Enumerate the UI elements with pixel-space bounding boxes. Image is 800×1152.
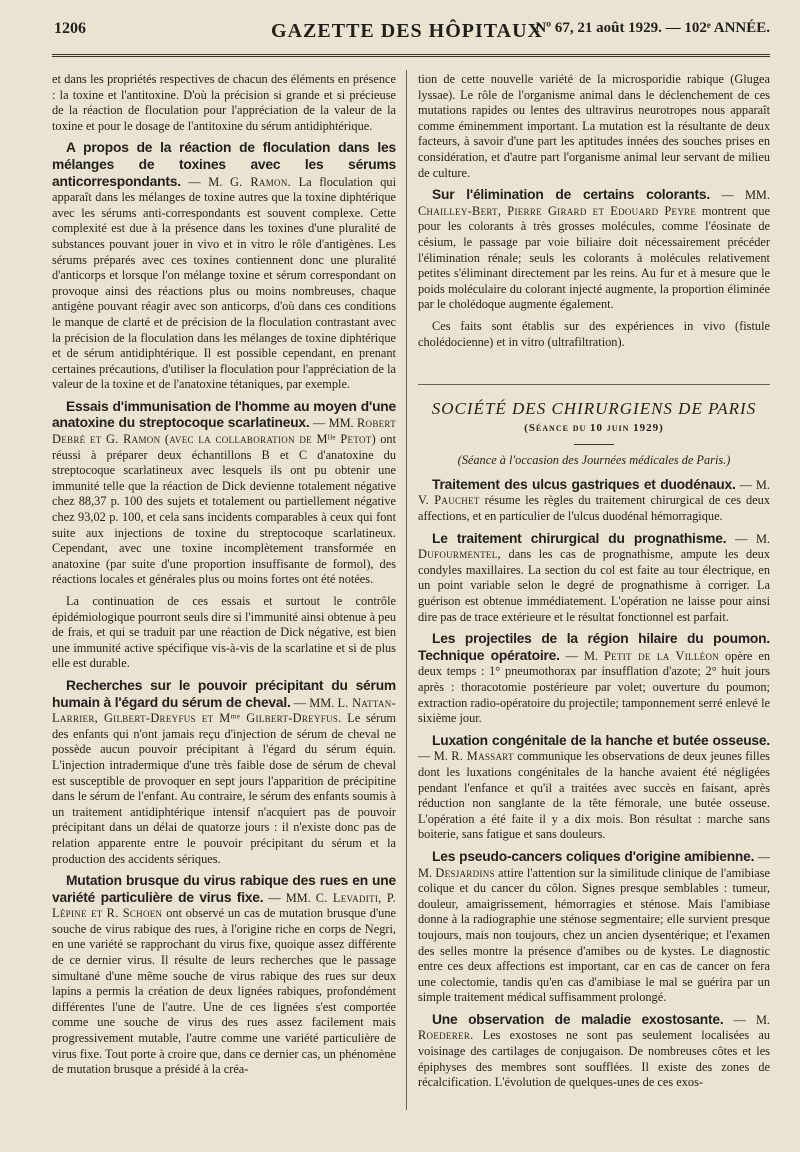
journal-title: GAZETTE DES HÔPITAUX: [271, 20, 543, 42]
continuation-paragraph: tion de cette nouvelle variété de la microsporidie rabique (Glugea lyssae). Le rôle de l'organisme animal dans le déclenchement de ces mutations rapides ou lentes des ultravirus neurotropes nous apparaît comme éminemment important. La mutation est la résultante de deux facteurs, à savoir d'une part les aptitudes innées des souches prises en considération, et d'autre part l'organisme animal leur servant de milieu de culture.: [418, 72, 770, 180]
article-body: communique les observations de deux jeunes filles dont les luxations congénitales de la hanche avaient été négligées pendant l'enfance et qu'il a traitées avec succès en faisant, après réduction non sanglante de la tête fémorale, une butée osseuse. L'opération a été faite il y a dix mois. Bon résultat : marche sans boiterie, sans fatigue et sans douleurs.: [418, 749, 770, 842]
section-date: (Séance du 10 juin 1929): [524, 421, 664, 434]
article-title: Une observation de maladie exostosante.: [432, 1011, 724, 1027]
article-luxation: Luxation congénitale de la hanche et butée osseuse. — M. R. Massart communique les observations de deux jeunes filles dont les luxations congénitales de la hanche avaient été négligées pendant l'enfance et qu'il a traitées avec succès en faisant, après réduction non sanglante de la tête fémorale, une butée osseuse. L'opération a été faite il y a dix mois. Bon résultat : marche sans boiterie, sans fatigue et sans douleurs.: [418, 732, 770, 842]
article-mutation-virus-rabique: Mutation brusque du virus rabique des rues en une variété particulière de virus fixe. — MM. C. Levaditi, P. Lépine et R. Schoen ont observé un cas de mutation brusque d'une souche de virus rabique des rues, à l'origine riche en corps de Negri, en une variété se rapprochant du virus fixe, quoique assez différente de ce dernier virus. Il résulte de leurs recherches que le passage simultané d'une même souche de virus rabique des rues sur deux lapins a permis la création de deux lignées rabiques, profondément différentes l'une de l'autre. Une de ces lignées s'est comportée comme une souche de virus des rues assez facilement mais progressivement mutable, l'autre comme une variété particulière de virus fixe. Tout porte à croire que, dans ce dernier cas, un phénomène de mutation brusque a présidé à la créa-: [52, 873, 397, 1077]
article-author: Robert Debré et G. Ramon (avec la collaboration de Mˡˡᵉ Petot): [52, 416, 396, 447]
article-author: C. Levaditi, P. Lépine et R. Schoen: [52, 890, 397, 921]
right-column: [418, 72, 770, 1097]
header-rule: [52, 54, 770, 57]
article-title: Le traitement chirurgical du prognathisme.: [432, 530, 727, 546]
article-title: Luxation congénitale de la hanche et butée osseuse.: [432, 732, 770, 748]
article-body: Le sérum des enfants qui n'ont jamais reçu d'injection de sérum de cheval ne possède aucun pouvoir précipitant à l'égard du sérum équin. L'injection intradermique d'une très faible dose de sérum de cheval est susceptible de provoquer en sept jours l'apparition de précipitine dans le sérum de l'enfant. Au contraire, le sérum des enfants soumis à un traitement antidiphtérique intensif n'acquiert pas de pouvoir précipitant dans un délai de quatorze jours : il n'existe donc pas de relation apparente entre le pouvoir précipitant du sérum et la production des accidents sériques.: [52, 711, 396, 866]
article-prognathisme: Le traitement chirurgical du prognathisme. — M. Dufourmentel, dans les cas de prognathisme, ampute les deux condyles maxillaires. La section du col est faite au tour électrique, en un point variable selon le degré de prognathisme à corriger. La guérison est obtenue immédiatement. L'opération ne laisse pour ainsi dire pas de trace extérieure et le résultat fonctionnel est parfait.: [418, 530, 771, 624]
article-author: Desjardins: [435, 865, 495, 880]
section-divider: [574, 444, 614, 445]
article-pseudo-cancers: Les pseudo-cancers coliques d'origine amibienne. — M. Desjardins attire l'attention sur la similitude clinique de l'amibiase colique et du cancer du côlon. Signes presque semblables : tumeur, douleur, amaigrissement, hémorragies et sténose. Mais l'amibiase donne à la radiographie une sténose segmentaire; elle survient presque toujours, mais non toujours, chez un ancien dysentérique; et l'examen des selles montre la présence d'amibes ou de kystes. Le diagnostic entre ces deux affections est important, car en cas de cancer on fera une colectomie, tandis qu'en cas d'amibiase le mal se guérira par un simple traitement médical suffisamment prolongé.: [418, 848, 770, 1005]
article-title: Traitement des ulcus gastriques et duodénaux.: [432, 476, 736, 492]
article-body: montrent que pour les colorants à très grosses molécules, comme l'éosinate de césium, le passage par voie biliaire doit nécessairement précéder l'élimination rénale; seuls les colorants à molécules relativement petites s'éliminant directement par les reins. Au fur et à mesure que le poids moléculaire du colorant injecté augmente, la proportion éliminée par le cholédoque augmente également.: [418, 203, 770, 312]
article-title: Sur l'élimination de certains colorants.: [432, 187, 711, 203]
page-header: [44, 18, 770, 44]
article-title: A propos de la réaction de floculation dans les mélanges de toxines avec les sérums anticorrespondants.: [52, 140, 396, 189]
article-author: Petit de la Villéon: [604, 648, 720, 663]
continuation-paragraph: et dans les propriétés respectives de chacun des éléments en présence : la toxine et l'antitoxine. D'où la précision si grande et si précieuse de la réaction de floculation pour l'appréciation de la valeur de la toxine et pour le dosage de l'antitoxine du sérum antidiphtérique.: [52, 72, 396, 133]
article-title: Mutation brusque du virus rabique des rues en une variété particulière de virus fixe.: [52, 873, 396, 905]
article-body: dans les cas de prognathisme, ampute les deux condyles maxillaires. La section du col est faite au tour électrique, en un point variable selon le degré de prognathisme à corriger. La guérison est obtenue immédiatement. L'opération ne laisse pour ainsi dire pas de trace extérieure et le résultat fonctionnel est parfait.: [418, 547, 771, 624]
article-body: ont observé un cas de mutation brusque d'une souche de virus rabique des rues, à l'origine riche en corps de Negri, en une variété se rapprochant du virus fixe, quoique assez différente de ce dernier virus. Il résulte de leurs recherches que le passage simultané d'une même souche de virus rabique des rues sur deux lapins a permis la création de deux lignées rabiques, profondément différentes l'une de l'autre. Une de ces lignées s'est comportée comme une souche de virus des rues assez facilement mais progressivement mutable, l'autre comme une variété particulière de virus fixe. Tout porte à croire que, dans ce dernier cas, un phénomène de mutation brusque a présidé à la créa-: [52, 906, 396, 1077]
article-body: opère en deux temps : 1° pneumothorax par insufflation d'azote; 2° huit jours après : thoracotomie postérieure par volet; ouverture du poumon; extraction radio-opératoire du projectile; tamponnement serré enlevé le sixième jour.: [418, 648, 771, 726]
article-author: V. Pauchet: [418, 493, 480, 508]
left-column: [52, 72, 396, 1084]
article-title: Recherches sur le pouvoir précipitant du sérum humain à l'égard du sérum de cheval.: [52, 677, 396, 710]
article-author: L. Nattan-Larrier, Gilbert-Dreyfus et Mᵐᵉ Gilbert-Dreyfus.: [52, 695, 396, 726]
article-title: Les projectiles de la région hilaire du poumon. Technique opératoire.: [418, 631, 770, 663]
article-elimination-colorants: Sur l'élimination de certains colorants. — MM. Chailley-Bert, Pierre Girard et Edouard Peyre montrent que pour les colorants à très grosses molécules, comme l'éosinate de césium, le passage par voie biliaire doit nécessairement précéder l'élimination rénale; seuls les colorants à molécules relativement petites s'éliminant directement par les reins. Au fur et à mesure que le poids moléculaire du colorant injecté augmente, la proportion éliminée par le cholédoque augmente également.: [418, 187, 770, 312]
article-paragraph: Ces faits sont établis sur des expériences in vivo (fistule cholédocienne) et in vitro (ultrafiltration).: [418, 318, 770, 349]
article-body: attire l'attention sur la similitude clinique de l'amibiase colique et du cancer du côlon. Signes presque semblables : tumeur, douleur, amaigrissement, hémorragies et sténose. Mais l'amibiase donne à la radiographie une sténose segmentaire; elle survient presque toujours, mais non toujours, chez un ancien dysentérique; et l'examen des selles montre la présence d'amibes ou de kystes. Le diagnostic entre ces deux affections est important, car en cas de cancer on fera une colectomie, tandis qu'en cas d'amibiase le mal se guérira par un simple traitement médical suffisamment prolongé.: [418, 865, 770, 1005]
article-pouvoir-precipitant: Recherches sur le pouvoir précipitant du sérum humain à l'égard du sérum de cheval. — MM. L. Nattan-Larrier, Gilbert-Dreyfus et Mᵐᵉ Gilbert-Dreyfus. Le sérum des enfants qui n'ont jamais reçu d'injection de sérum de cheval ne possède aucun pouvoir précipitant à l'égard du sérum équin. L'injection intradermique d'une très faible dose de sérum de cheval est susceptible de provoquer en sept jours l'apparition de précipitine dans le sérum de l'enfant. Au contraire, le sérum des enfants soumis à un traitement antidiphtérique intensif n'acquiert pas de pouvoir précipitant dans un délai de quatorze jours : il n'existe donc pas de relation apparente entre le pouvoir précipitant du sérum et la production des accidents sériques.: [52, 677, 396, 866]
article-immunisation-scarlatine: Essais d'immunisation de l'homme au moyen d'une anatoxine du streptocoque scarlatineux. — MM. Robert Debré et G. Ramon (avec la collaboration de Mˡˡᵉ Petot) ont réussi à préparer deux échantillons B et C d'anatoxine du streptocoque scarlatineux avec lesquels ils ont pu obtenir une immunité telle que la réaction de Dick devienne totalement négative chez 88,37 p. 100 des sujets et totalement ou partiellement négative chez 93,02 p. 100, et cela sans incidents comparables à ceux qui font suite aux injections de toxine du streptocoque scarlatineux. Cependant, avec une toxine incomplètement transformée en anatoxine (par suite d'une proportion insuffisante de formol), des réactions locales et générales plus ou moins fortes ont été notées.: [52, 398, 396, 587]
article-author: Chailley-Bert, Pierre Girard et Edouard Peyre: [418, 203, 697, 218]
article-body: La floculation qui apparaît dans les mélanges de toxine autres que la toxine diphtérique avec les sérums anti-correspondants est souvent complexe. Cette complexité est due à la présence dans les toxines d'une pluralité de substances pouvant jouer in vivo et in vitro le rôle d'antigènes. Les sérums préparés avec ces toxines contiennent donc une pluralité d'anticorps et lorsque l'on mélange toxine et sérum correspondant on provoque ainsi des réactions plus ou moins nombreuses, chaque antigène pouvant réagir avec son anticorps, d'où dans ces conditions le manque de clarté et de précision de la floculation contrastant avec la précision de la floculation dans les mélanges de toxine diphtérique et de sérum antidiphtérique. Il est possible cependant, en prenant certaines précautions, d'utiliser la floculation pour l'appréciation de la valeur de la toxine et de l'anatoxine tétaniques, par exemple.: [52, 174, 397, 392]
article-author: G. Ramon.: [229, 174, 292, 189]
article-body: Les exostoses ne sont pas seulement localisées au voisinage des cartilages de conjugaison. De nombreuses côtes et les épiphyses des membres sont soufflées. Il existe des zones de récalcification. L'évolution de quelques-unes de ces exos-: [418, 1028, 770, 1090]
article-ulcus: Traitement des ulcus gastriques et duodénaux. — M. V. Pauchet résume les règles du traitement chirurgical de ces deux affections, et en particulier de l'ulcus duodénal hémorragique.: [418, 476, 771, 524]
article-author: R. Massart: [451, 749, 514, 764]
article-title: Essais d'immunisation de l'homme au moyen d'une anatoxine du streptocoque scarlatineux.: [52, 398, 396, 431]
article-author: Dufourmentel,: [418, 547, 501, 562]
article-body: résume les règles du traitement chirurgical de ces deux affections, et en particulier de l'ulcus duodénal hémorragique.: [418, 493, 771, 524]
article-paragraph: La continuation de ces essais et surtout le contrôle épidémiologique pourront seuls dire si l'immunité ainsi obtenue à peu de frais, et qui se traduit par une réaction de Dick négative, est bien une immunité active spécifique vis-à-vis de la scarlatine et si de plus elle est durable.: [52, 594, 397, 671]
article-author: Roederer.: [418, 1028, 474, 1043]
page-number: 1206: [54, 20, 86, 37]
article-body: ont réussi à préparer deux échantillons B et C d'anatoxine du streptocoque scarlatineux avec lesquels ils ont pu obtenir une immunité telle que la réaction de Dick devienne totalement négative chez 88,37 p. 100 des sujets et totalement ou partiellement négative chez 93,02 p. 100, et cela sans incidents comparables à ceux qui font suite aux injections de toxine du streptocoque scarlatineux. Cependant, avec une toxine incomplètement transformée en anatoxine (par suite d'une proportion insuffisante de formol), des réactions locales et générales plus ou moins fortes ont été notées.: [52, 432, 396, 587]
article-projectiles: Les projectiles de la région hilaire du poumon. Technique opératoire. — M. Petit de la Villéon opère en deux temps : 1° pneumothorax par insufflation d'azote; 2° huit jours après : thoracotomie postérieure par volet; ouverture du poumon; extraction radio-opératoire du projectile; tamponnement serré enlevé le sixième jour.: [418, 631, 771, 726]
section-title: SOCIÉTÉ DES CHIRURGIENS DE PARIS: [418, 384, 770, 417]
column-separator: [406, 70, 407, 1110]
article-title: Les pseudo-cancers coliques d'origine amibienne.: [432, 848, 755, 864]
issue-info: Nº 67, 21 août 1929. — 102ᵉ ANNÉE.: [535, 20, 770, 36]
article-maladie-exostosante: Une observation de maladie exostosante. — M. Roederer. Les exostoses ne sont pas seulement localisées au voisinage des cartilages de conjugaison. De nombreuses côtes et les épiphyses des membres sont soufflées. Il existe des zones de récalcification. L'évolution de quelques-unes de ces exos-: [418, 1011, 771, 1090]
article-reaction-floculation: A propos de la réaction de floculation dans les mélanges de toxines avec les sérums anticorrespondants. — M. G. Ramon. La floculation qui apparaît dans les mélanges de toxine autres que la toxine diphtérique avec les sérums anti-correspondants est souvent complexe. Cette complexité est due à la présence dans les toxines d'une pluralité de substances pouvant jouer in vivo et in vitro le rôle d'antigènes. Les sérums préparés avec ces toxines contiennent donc une pluralité d'anticorps et lorsque l'on mélange toxine et sérum correspondant on provoque ainsi des réactions plus ou moins nombreuses, chaque antigène pouvant réagir avec son anticorps, d'où dans ces conditions le manque de clarté et de précision de la floculation contrastant avec la précision de la floculation dans les mélanges de toxine diphtérique et de sérum antidiphtérique. Il est possible cependant, en prenant certaines précautions, d'utiliser la floculation pour l'appréciation de la valeur de la toxine et de l'anatoxine tétaniques, par exemple.: [52, 140, 397, 392]
section-context: (Séance à l'occasion des Journées médicales de Paris.): [457, 453, 731, 468]
